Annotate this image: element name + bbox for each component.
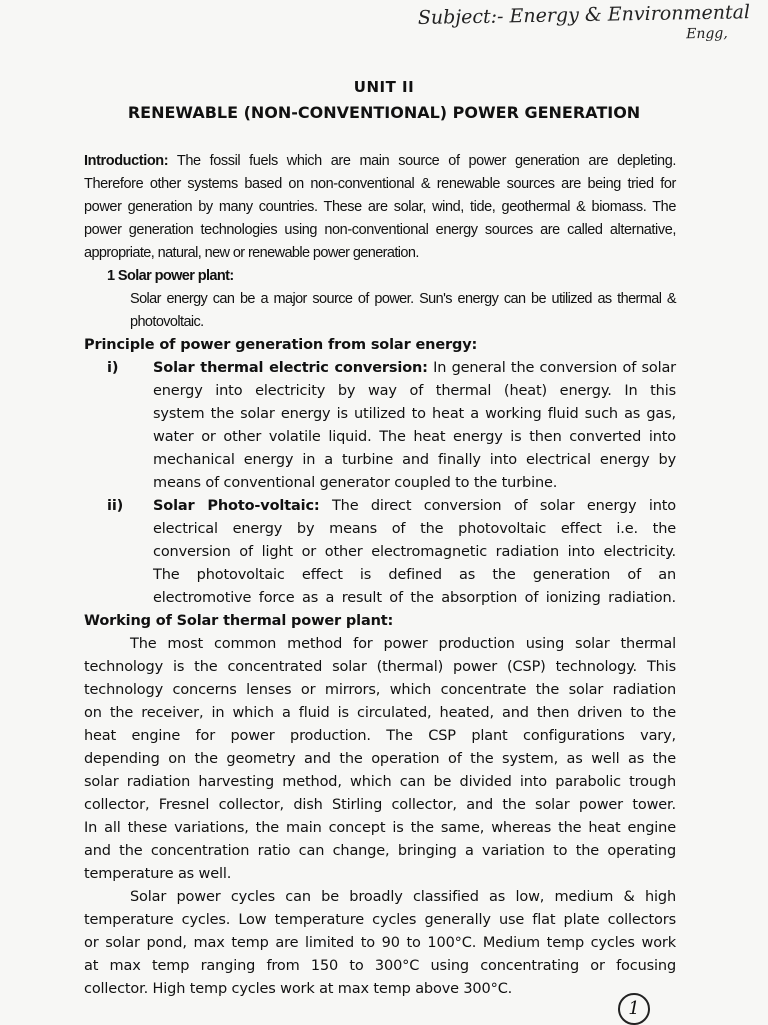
working-p1-line-11: temperature as well. xyxy=(84,866,232,882)
handwritten-subject-line: Subject:- Energy & Environmental xyxy=(417,1,751,29)
item-2-line-4: The photovoltaic effect is defined as the generation of an xyxy=(153,567,676,583)
working-p1-line-10: and the concentration ratio can change, bringing a variation to the operating xyxy=(84,843,676,859)
working-p2-line-3: or solar pond, max temp are limited to 90 to 100°C. Medium temp cycles work xyxy=(84,935,676,951)
solar-plant-line-1: Solar energy can be a major source of power. Sun's energy can be utilized as thermal & xyxy=(130,291,676,307)
item-1-line-3: system the solar energy is utilized to heat a working fluid such as gas, xyxy=(153,406,676,422)
item-1-line-4: water or other volatile liquid. The heat energy is then converted into xyxy=(153,429,676,445)
item-2-label: Solar Photo-voltaic: xyxy=(153,498,320,514)
intro-line-3: power generation by many countries. These are solar, wind, tide, geothermal & biomass. The xyxy=(84,199,676,215)
working-p1-line-9: In all these variations, the main concept is the same, whereas the heat engine xyxy=(84,820,676,836)
intro-line-5: appropriate, natural, new or renewable power generation. xyxy=(84,245,419,261)
item-2-line-5: electromotive force as a result of the absorption of ionizing radiation. xyxy=(153,590,676,606)
intro-label: Introduction: xyxy=(84,153,169,169)
working-p2-line-2: temperature cycles. Low temperature cycles generally use flat plate collectors xyxy=(84,912,676,928)
item-1-line-2: energy into electricity by way of thermal (heat) energy. In this xyxy=(153,383,676,399)
working-p1-line-4: on the receiver, in which a fluid is circulated, heated, and then driven to the xyxy=(84,705,676,721)
item-1-label: Solar thermal electric conversion: xyxy=(153,360,428,376)
item-2-line-3: conversion of light or other electromagnetic radiation into electricity. xyxy=(153,544,676,560)
intro-line-1: Introduction: The fossil fuels which are main source of power generation are depleting. xyxy=(84,153,676,169)
working-p1-line-3: technology concerns lenses or mirrors, which concentrate the solar radiation xyxy=(84,682,676,698)
solar-plant-line-2: photovoltaic. xyxy=(130,314,204,330)
item-1-marker: i) xyxy=(107,360,119,376)
item-2-marker: ii) xyxy=(107,498,124,514)
working-p1-line-7: solar radiation harvesting method, which can be divided into parabolic trough xyxy=(84,774,676,790)
item-1-line-1: Solar thermal electric conversion: In general the conversion of solar xyxy=(153,360,676,376)
item-2-line-2: electrical energy by means of the photovoltaic effect i.e. the xyxy=(153,521,676,537)
intro-line-4: power generation technologies using non-conventional energy sources are called alternative, xyxy=(84,222,676,238)
working-p1-line-5: heat engine for power production. The CSP plant configurations vary, xyxy=(84,728,676,744)
handwritten-subject-note xyxy=(418,0,759,53)
solar-plant-heading: 1 Solar power plant: xyxy=(107,268,234,284)
item-2-line-1: Solar Photo-voltaic: The direct conversion of solar energy into xyxy=(153,498,676,514)
working-p1-line-2: technology is the concentrated solar (thermal) power (CSP) technology. This xyxy=(84,659,676,675)
page-number: 1 xyxy=(618,993,650,1025)
working-p1-line-6: depending on the geometry and the operation of the system, as well as the xyxy=(84,751,676,767)
handwritten-subject-line2: Engg, xyxy=(686,25,728,43)
intro-line-2: Therefore other systems based on non-conventional & renewable sources are being tried for xyxy=(84,176,676,192)
working-p2-line-1: Solar power cycles can be broadly classified as low, medium & high xyxy=(130,889,676,905)
item-1-line-5: mechanical energy in a turbine and finally into electrical energy by xyxy=(153,452,676,468)
working-p1-line-1: The most common method for power production using solar thermal xyxy=(130,636,676,652)
working-p2-line-5: collector. High temp cycles work at max temp above 300°C. xyxy=(84,981,513,997)
item-1-line-6: means of conventional generator coupled to the turbine. xyxy=(153,475,558,491)
principle-heading: Principle of power generation from solar energy: xyxy=(84,337,478,353)
working-p1-line-8: collector, Fresnel collector, dish Stirling collector, and the solar power tower. xyxy=(84,797,676,813)
unit-heading: UNIT II xyxy=(353,78,415,96)
page-title: RENEWABLE (NON-CONVENTIONAL) POWER GENERATION xyxy=(127,103,641,122)
working-p2-line-4: at max temp ranging from 150 to 300°C using concentrating or focusing xyxy=(84,958,676,974)
working-heading: Working of Solar thermal power plant: xyxy=(84,613,394,629)
